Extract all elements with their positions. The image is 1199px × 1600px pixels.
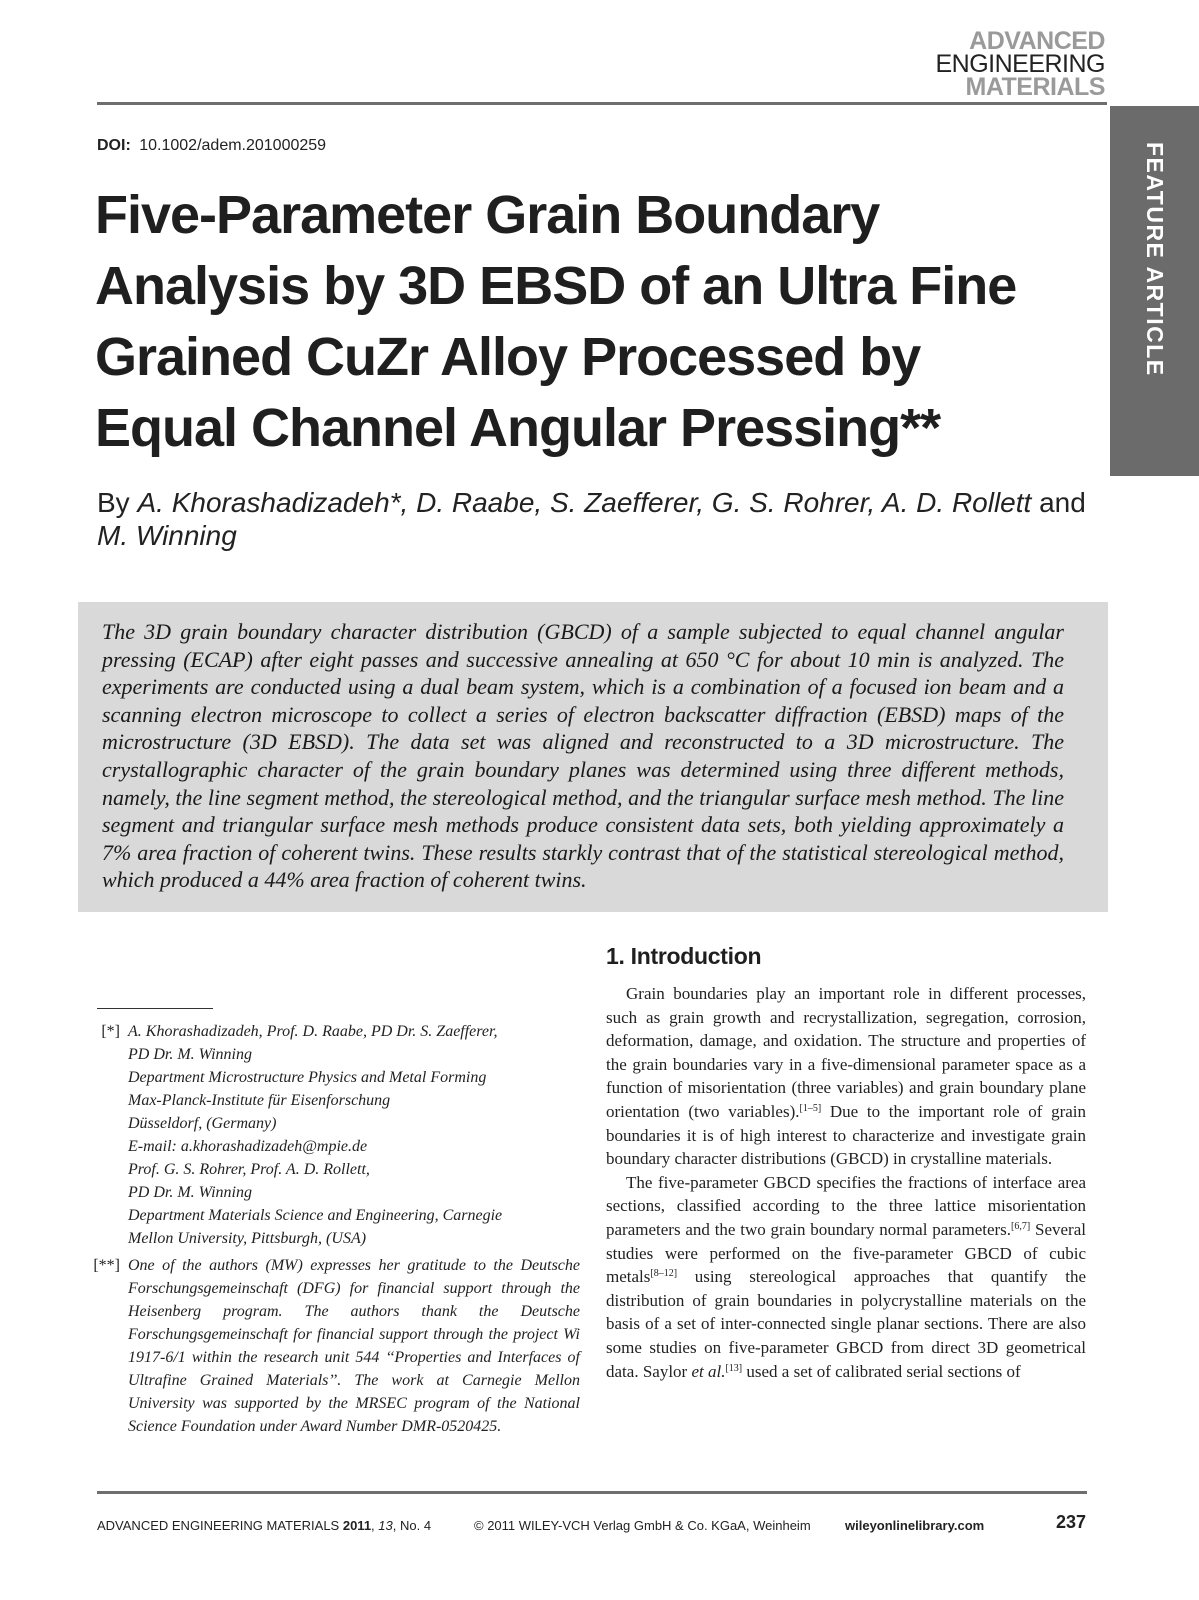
footer-copyright: © 2011 WILEY-VCH Verlag GmbH & Co. KGaA, Weinheim (474, 1518, 811, 1533)
introduction-body (606, 982, 1086, 1383)
footer-rule (97, 1491, 1087, 1494)
footer-sep: , (371, 1518, 379, 1533)
doi (97, 137, 326, 155)
journal-logo-line-2: ENGINEERING (935, 50, 1105, 78)
footer-journal-citation (97, 1518, 431, 1533)
intro-text-run: Due to the important role of grain boundaries it is of high interest to characterize and investigate grain boundary character distributions (GBCD) in crystalline materials. (606, 1101, 1086, 1169)
title-line: Equal Channel Angular Pressing** (95, 398, 941, 458)
footnote-mark: [**] (93, 1257, 120, 1274)
affiliation-line: A. Khorashadizadeh, Prof. D. Raabe, PD Dr. S. Zaefferer, (128, 1023, 498, 1040)
journal-logo (915, 27, 1105, 101)
feature-article-label: FEATURE ARTICLE (1142, 142, 1168, 377)
footer-issue: , No. 4 (392, 1518, 432, 1533)
footnote-mark: [*] (101, 1023, 120, 1040)
footnotes (90, 1020, 580, 1442)
citation-ref[interactable]: [6,7] (1011, 1220, 1031, 1232)
author-list: A. Khorashadizadeh*, D. Raabe, S. Zaefferer, G. S. Rohrer, A. D. Rollett (137, 487, 1032, 518)
citation-ref[interactable]: [1–5] (799, 1102, 822, 1114)
title-line: Analysis by 3D EBSD of an Ultra Fine (95, 256, 1017, 316)
acknowledgement-footnote (90, 1254, 580, 1438)
feature-article-tab (1110, 106, 1199, 476)
affiliation-body (128, 1020, 580, 1250)
footnote-rule (97, 1008, 213, 1009)
acknowledgement-text: One of the authors (MW) expresses her gratitude to the Deutsche Forschungsgemeinschaft (DFG) for financial support through the Heisenberg program. The authors thank the Deutsche Forschungsgemeinschaft for financial support through the project Wi 1917-6/1 within the research unit 544 ‘‘Properties and Interfaces of Ultrafine Grained Materials’’. The work at Carnegie Mellon University was supported by the MRSEC program of the National Science Foundation under Award Number DMR-0520425. (128, 1257, 580, 1435)
affiliation-line: Prof. G. S. Rohrer, Prof. A. D. Rollett, (128, 1161, 370, 1178)
footer-website-link[interactable]: wileyonlinelibrary.com (845, 1518, 985, 1533)
affiliation-line: PD Dr. M. Winning (128, 1046, 252, 1063)
doi-value: 10.1002/adem.201000259 (139, 137, 327, 154)
citation-ref[interactable]: [13] (725, 1362, 743, 1374)
header-rule (97, 102, 1107, 105)
footer-journal-name: ADVANCED ENGINEERING MATERIALS (97, 1518, 343, 1533)
last-author: M. Winning (97, 520, 237, 551)
intro-paragraph (606, 1171, 1086, 1383)
affiliation-line: Düsseldorf, (Germany) (128, 1115, 277, 1132)
citation-ref[interactable]: [8–12] (650, 1268, 678, 1280)
intro-text-run: used a set of calibrated serial sections of (742, 1361, 1021, 1381)
footer-year: 2011 (342, 1518, 372, 1533)
title-line: Five-Parameter Grain Boundary (95, 185, 880, 245)
affiliation-footnote (90, 1020, 580, 1250)
title-line: Grained CuZr Alloy Processed by (95, 327, 921, 387)
affiliation-line: Department Materials Science and Engineering, Carnegie (128, 1207, 503, 1224)
introduction-heading: 1. Introduction (606, 943, 762, 969)
intro-et-al: et al. (691, 1361, 726, 1381)
doi-label: DOI: (97, 137, 131, 154)
byline (97, 486, 1087, 552)
affiliation-line: Max-Planck-Institute für Eisenforschung (128, 1092, 391, 1109)
article-title (95, 180, 1085, 464)
affiliation-email[interactable]: E-mail: a.khorashadizadeh@mpie.de (128, 1138, 368, 1155)
intro-text-run: Several studies were performed on the five-parameter GBCD of cubic metals (606, 1219, 1086, 1287)
affiliation-line: Department Microstructure Physics and Metal Forming (128, 1069, 487, 1086)
abstract-text: The 3D grain boundary character distribution (GBCD) of a sample subjected to equal channel angular pressing (ECAP) after eight passes and successive annealing at 650 °C for about 10 min is analyzed. The experiments are conducted using a dual beam system, which is a combination of a focused ion beam and a scanning electron microscope to collect a series of electron backscatter diffraction (EBSD) maps of the microstructure (3D EBSD). The data set was aligned and reconstructed to a 3D microstructure. The crystallographic character of the grain boundary planes was determined using three different methods, namely, the line segment method, the stereological method, and the triangular surface mesh method. The line segment and triangular surface mesh methods produce consistent data sets, both yielding approximately a 7% area fraction of coherent twins. These results starkly contrast that of the statistical stereological method, which produced a 44% area fraction of coherent twins. (102, 619, 1064, 893)
journal-logo-line-1: ADVANCED (969, 27, 1105, 55)
intro-text-run: Grain boundaries play an important role in different processes, such as grain growth and recrystallization, segregation, corrosion, deformation, damage, and oxidation. The structure and properties of the grain boundaries vary in a five-dimensional parameter space as a function of misorientation (three variables) and grain boundary plane orientation (two variables). (606, 984, 1086, 1121)
page-number: 237 (1056, 1512, 1087, 1532)
journal-logo-line-3: MATERIALS (965, 73, 1105, 101)
abstract-box (78, 602, 1108, 912)
affiliation-line: PD Dr. M. Winning (128, 1184, 252, 1201)
byline-prefix: By (97, 487, 130, 518)
affiliation-line: Mellon University, Pittsburgh, (USA) (128, 1230, 367, 1247)
intro-text-run: The five-parameter GBCD specifies the fractions of interface area sections, classified according to the three lattice misorientation parameters and the two grain boundary normal parameters. (606, 1172, 1086, 1239)
byline-conjunction: and (1039, 487, 1086, 518)
intro-paragraph (606, 982, 1086, 1171)
intro-text-run: using stereological approaches that quantify the distribution of grain boundaries in polycrystalline materials on the basis of a set of inter-connected single planar sections. There are also some studies on five-parameter GBCD from direct 3D geometrical data. Saylor (606, 1267, 1086, 1381)
footer-volume: 13 (378, 1518, 393, 1533)
